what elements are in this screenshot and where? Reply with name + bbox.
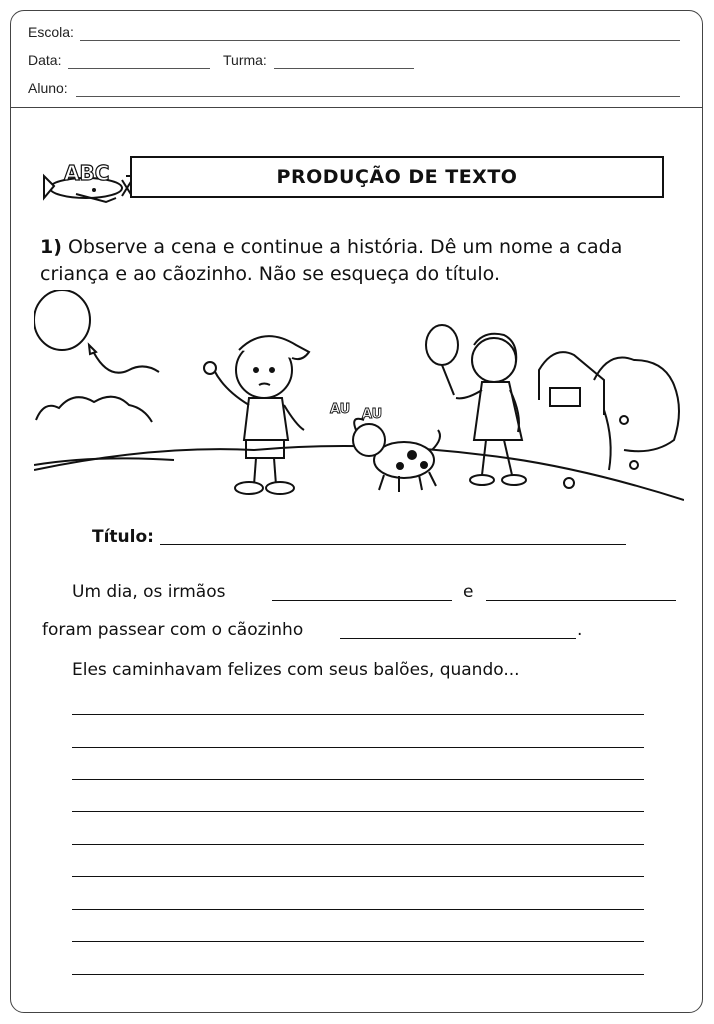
title-label: Título: — [92, 527, 154, 547]
exercise-instruction — [40, 234, 690, 288]
girl-figure — [426, 325, 526, 485]
story-line-1-start: Um dia, os irmãos — [72, 582, 226, 602]
writing-line[interactable] — [72, 811, 644, 812]
bush-left — [36, 397, 152, 422]
airplane-logo — [36, 150, 136, 208]
story-line-3: Eles caminhavam felizes com seus balões, quando... — [72, 660, 520, 680]
sibling-2-name-line[interactable] — [486, 600, 676, 601]
sibling-1-name-line[interactable] — [272, 600, 452, 601]
page-title: PRODUÇÃO DE TEXTO — [276, 166, 518, 188]
date-field[interactable] — [68, 68, 210, 69]
floating-balloon — [34, 290, 159, 373]
school-field[interactable] — [80, 40, 680, 41]
header — [10, 10, 703, 108]
boy-figure — [204, 336, 309, 494]
writing-line[interactable] — [72, 747, 644, 748]
writing-line[interactable] — [72, 779, 644, 780]
exercise-number: 1) — [40, 236, 62, 258]
writing-line[interactable] — [72, 876, 644, 877]
story-line-2-end: . — [577, 620, 583, 640]
writing-line[interactable] — [72, 714, 644, 715]
writing-line[interactable] — [72, 909, 644, 910]
student-label: Aluno: — [28, 80, 68, 96]
title-banner — [130, 156, 664, 198]
scene-illustration — [34, 290, 684, 505]
class-label: Turma: — [223, 52, 267, 68]
story-line-1-and: e — [463, 582, 474, 602]
class-field[interactable] — [274, 68, 414, 69]
story-line-2-start: foram passear com o cãozinho — [42, 620, 304, 640]
school-label: Escola: — [28, 24, 74, 40]
bark-sound-2: AU — [362, 407, 383, 422]
writing-line[interactable] — [72, 941, 644, 942]
writing-line[interactable] — [72, 844, 644, 845]
date-label: Data: — [28, 52, 62, 68]
student-field[interactable] — [76, 96, 680, 97]
dog-figure — [353, 419, 440, 492]
logo-lettering: ABC — [64, 161, 110, 185]
writing-line[interactable] — [72, 974, 644, 975]
bark-sound-1: AU — [330, 402, 351, 417]
dog-name-line[interactable] — [340, 638, 576, 639]
title-input-line[interactable] — [160, 544, 626, 545]
hill-line — [34, 446, 684, 500]
header-divider — [10, 107, 703, 108]
instruction-text: Observe a cena e continue a história. Dê um nome a cada criança e ao cãozinho. Não se esqueça do título. — [40, 236, 623, 285]
